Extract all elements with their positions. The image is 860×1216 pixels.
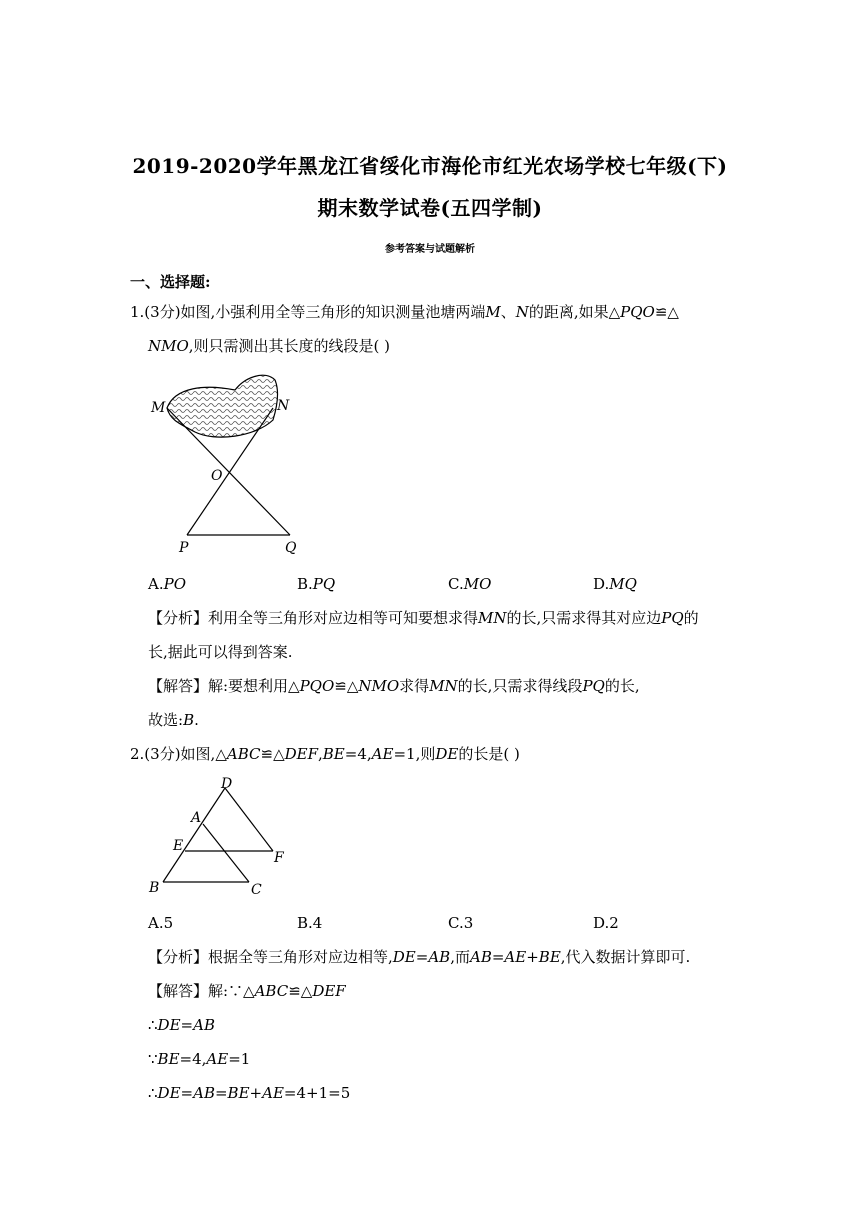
q2-sol1-text: 【解答】解:∵△ <box>148 982 255 1000</box>
q1-option-b <box>297 575 335 593</box>
doc-subtitle: 参考答案与试题解析 <box>385 244 475 255</box>
q2-option-c <box>448 914 473 932</box>
q1-option-b-letter: B. <box>297 575 313 593</box>
label-n: N <box>277 398 290 414</box>
q2-sol4-eq2: = <box>214 1084 228 1102</box>
section-heading: 一、选择题: <box>130 273 211 291</box>
q2-solution-line1 <box>148 981 346 1001</box>
q2-sol3-ae: AE <box>206 1050 229 1068</box>
q2-stem-congruent: ≌△ <box>260 745 285 763</box>
q1-answer-pq: PQ <box>582 677 605 695</box>
q2-sol4-de: DE <box>157 1084 181 1102</box>
q1-option-c-letter: C. <box>448 575 464 593</box>
q1-analysis-line2: 长,据此可以得到答案. <box>148 643 293 661</box>
q1-option-d-value: MQ <box>609 575 637 593</box>
label-m: M <box>151 400 166 416</box>
q2-option-d-value: 2 <box>609 914 619 932</box>
q2-sol4-eq: = <box>180 1084 194 1102</box>
q1-answer-mn: MN <box>429 677 458 695</box>
q1-stem-text: 1.(3分)如图,小强利用全等三角形的知识测量池塘两端 <box>130 303 486 321</box>
q2-stem-comma: , <box>318 745 323 763</box>
q1-stem-text3: ,则只需测出其长度的线段是( ) <box>188 337 391 355</box>
q1-choice-line <box>148 710 199 730</box>
q2-sol2-de: DE <box>157 1016 181 1034</box>
q2-option-a-letter: A. <box>148 914 164 932</box>
label-d: D <box>221 776 233 792</box>
q2-option-c-value: 3 <box>463 914 474 932</box>
q1-answer-text3: 的长,只需求得线段 <box>457 677 583 695</box>
label-b: B <box>149 880 160 896</box>
q2-stem-ae-val: =1,则 <box>393 745 436 763</box>
q1-answer-text: 【解答】解:要想利用△ <box>148 677 300 695</box>
q2-option-d-letter: D. <box>593 914 610 932</box>
q2-sol1-abc: ABC <box>254 982 289 1000</box>
q1-analysis-pq: PQ <box>661 609 684 627</box>
q1-stem-sep: 、 <box>500 303 516 321</box>
q2-option-b-value: 4 <box>312 914 323 932</box>
q2-sol4-ae: AE <box>262 1084 284 1102</box>
q2-sol4-result: =4+1=5 <box>283 1084 351 1102</box>
q2-analysis-be: BE <box>538 948 561 966</box>
label-q: Q <box>285 540 297 556</box>
q1-option-d <box>593 575 637 593</box>
q2-solution-line2 <box>148 1015 215 1035</box>
q2-solution-line3 <box>148 1049 250 1069</box>
q2-option-c-letter: C. <box>448 914 464 932</box>
q2-stem-be: BE <box>322 745 345 763</box>
q2-solution-line4 <box>148 1083 350 1103</box>
q2-sol3-because: ∵ <box>148 1050 158 1068</box>
q1-answer-text4: 的长, <box>604 677 640 695</box>
q2-analysis-text: 【分析】根据全等三角形对应边相等, <box>148 948 393 966</box>
q2-sol1-def: DEF <box>312 982 346 1000</box>
q2-figure <box>145 774 295 899</box>
q2-analysis-ab: AB <box>428 948 451 966</box>
q1-analysis-text: 【分析】利用全等三角形对应边相等可知要想求得 <box>148 609 479 627</box>
q1-option-b-value: PQ <box>312 575 336 593</box>
q2-stem-text: 2.(3分)如图,△ <box>130 745 227 763</box>
q2-analysis-text3: ,代入数据计算即可. <box>560 948 691 966</box>
q1-option-a <box>148 575 186 593</box>
q1-analysis-text2: 的长,只需求得其对应边 <box>506 609 662 627</box>
q2-option-b-letter: B. <box>297 914 313 932</box>
q2-stem-text2: 的长是( ) <box>458 745 520 763</box>
q2-sol4-therefore: ∴ <box>148 1084 158 1102</box>
q1-option-c <box>448 575 491 593</box>
q2-sol2-ab: AB <box>193 1016 215 1034</box>
q2-stem-ae: AE <box>371 745 394 763</box>
q1-figure <box>145 372 315 557</box>
line-df <box>225 788 273 851</box>
q1-option-d-letter: D. <box>593 575 610 593</box>
q1-analysis-line1 <box>148 608 699 628</box>
label-c: C <box>251 882 262 898</box>
label-f: F <box>274 850 284 866</box>
q1-choice-period: . <box>194 711 199 729</box>
label-a: A <box>191 810 202 826</box>
q2-analysis <box>148 947 690 967</box>
q1-stem-congruent: ≌△ <box>654 303 679 321</box>
q1-analysis-text3: 的 <box>683 609 699 627</box>
q2-analysis-de: DE <box>392 948 416 966</box>
q1-option-c-value: MO <box>463 575 492 593</box>
label-o: O <box>211 468 223 484</box>
q2-stem-be-val: =4, <box>344 745 372 763</box>
q2-analysis-ae: AE <box>504 948 527 966</box>
q1-answer-pqo: PQO <box>299 677 335 695</box>
q2-analysis-eq2: = <box>491 948 505 966</box>
q2-analysis-text2: ,而 <box>450 948 470 966</box>
q1-answer-nmo: NMO <box>358 677 400 695</box>
q1-stem-m: M <box>485 303 501 321</box>
q2-sol4-plus: + <box>249 1084 263 1102</box>
q1-answer-text2: 求得 <box>399 677 430 695</box>
q2-stem-def: DEF <box>284 745 318 763</box>
q2-sol2-therefore: ∴ <box>148 1016 158 1034</box>
q1-choice-letter: B <box>183 711 195 729</box>
q2-sol4-be: BE <box>227 1084 250 1102</box>
doc-title-line1: 2019-2020学年黑龙江省绥化市海伦市红光农场学校七年级(下) <box>132 154 728 178</box>
q2-stem-de: DE <box>435 745 459 763</box>
q2-option-d <box>593 914 619 932</box>
q2-sol3-be: BE <box>157 1050 180 1068</box>
q1-stem-n: N <box>515 303 529 321</box>
q2-option-a <box>148 914 173 932</box>
q1-stem-line2 <box>148 336 390 356</box>
doc-title-line2: 期末数学试卷(五四学制) <box>317 196 543 220</box>
q1-stem-pqo: PQO <box>620 303 655 321</box>
q2-stem-abc: ABC <box>226 745 261 763</box>
q2-sol1-congruent: ≌△ <box>288 982 313 1000</box>
q2-sol3-be-val: =4, <box>179 1050 207 1068</box>
q2-sol2-eq: = <box>180 1016 194 1034</box>
q2-option-b <box>297 914 322 932</box>
q2-sol3-ae-val: =1 <box>228 1050 251 1068</box>
q1-analysis-mn: MN <box>478 609 507 627</box>
q1-stem-line1 <box>130 302 679 322</box>
q1-answer-line1 <box>148 676 640 696</box>
pond-shape <box>167 375 278 437</box>
q2-analysis-eq: = <box>415 948 429 966</box>
q1-option-a-letter: A. <box>148 575 164 593</box>
line-de <box>163 788 225 882</box>
q1-option-a-value: PO <box>163 575 186 593</box>
q1-answer-congruent: ≌△ <box>334 677 359 695</box>
line-ac <box>203 824 249 882</box>
q1-choice-text: 故选: <box>148 711 184 729</box>
q2-sol4-ab: AB <box>193 1084 215 1102</box>
q2-option-a-value: 5 <box>163 914 174 932</box>
q2-analysis-plus: + <box>526 948 539 966</box>
q1-stem-text2: 的距离,如果△ <box>528 303 621 321</box>
label-e: E <box>173 838 184 854</box>
q2-stem <box>130 744 520 764</box>
q2-analysis-ab2: AB <box>469 948 492 966</box>
q1-stem-nmo: NMO <box>148 337 189 355</box>
label-p: P <box>179 540 189 556</box>
